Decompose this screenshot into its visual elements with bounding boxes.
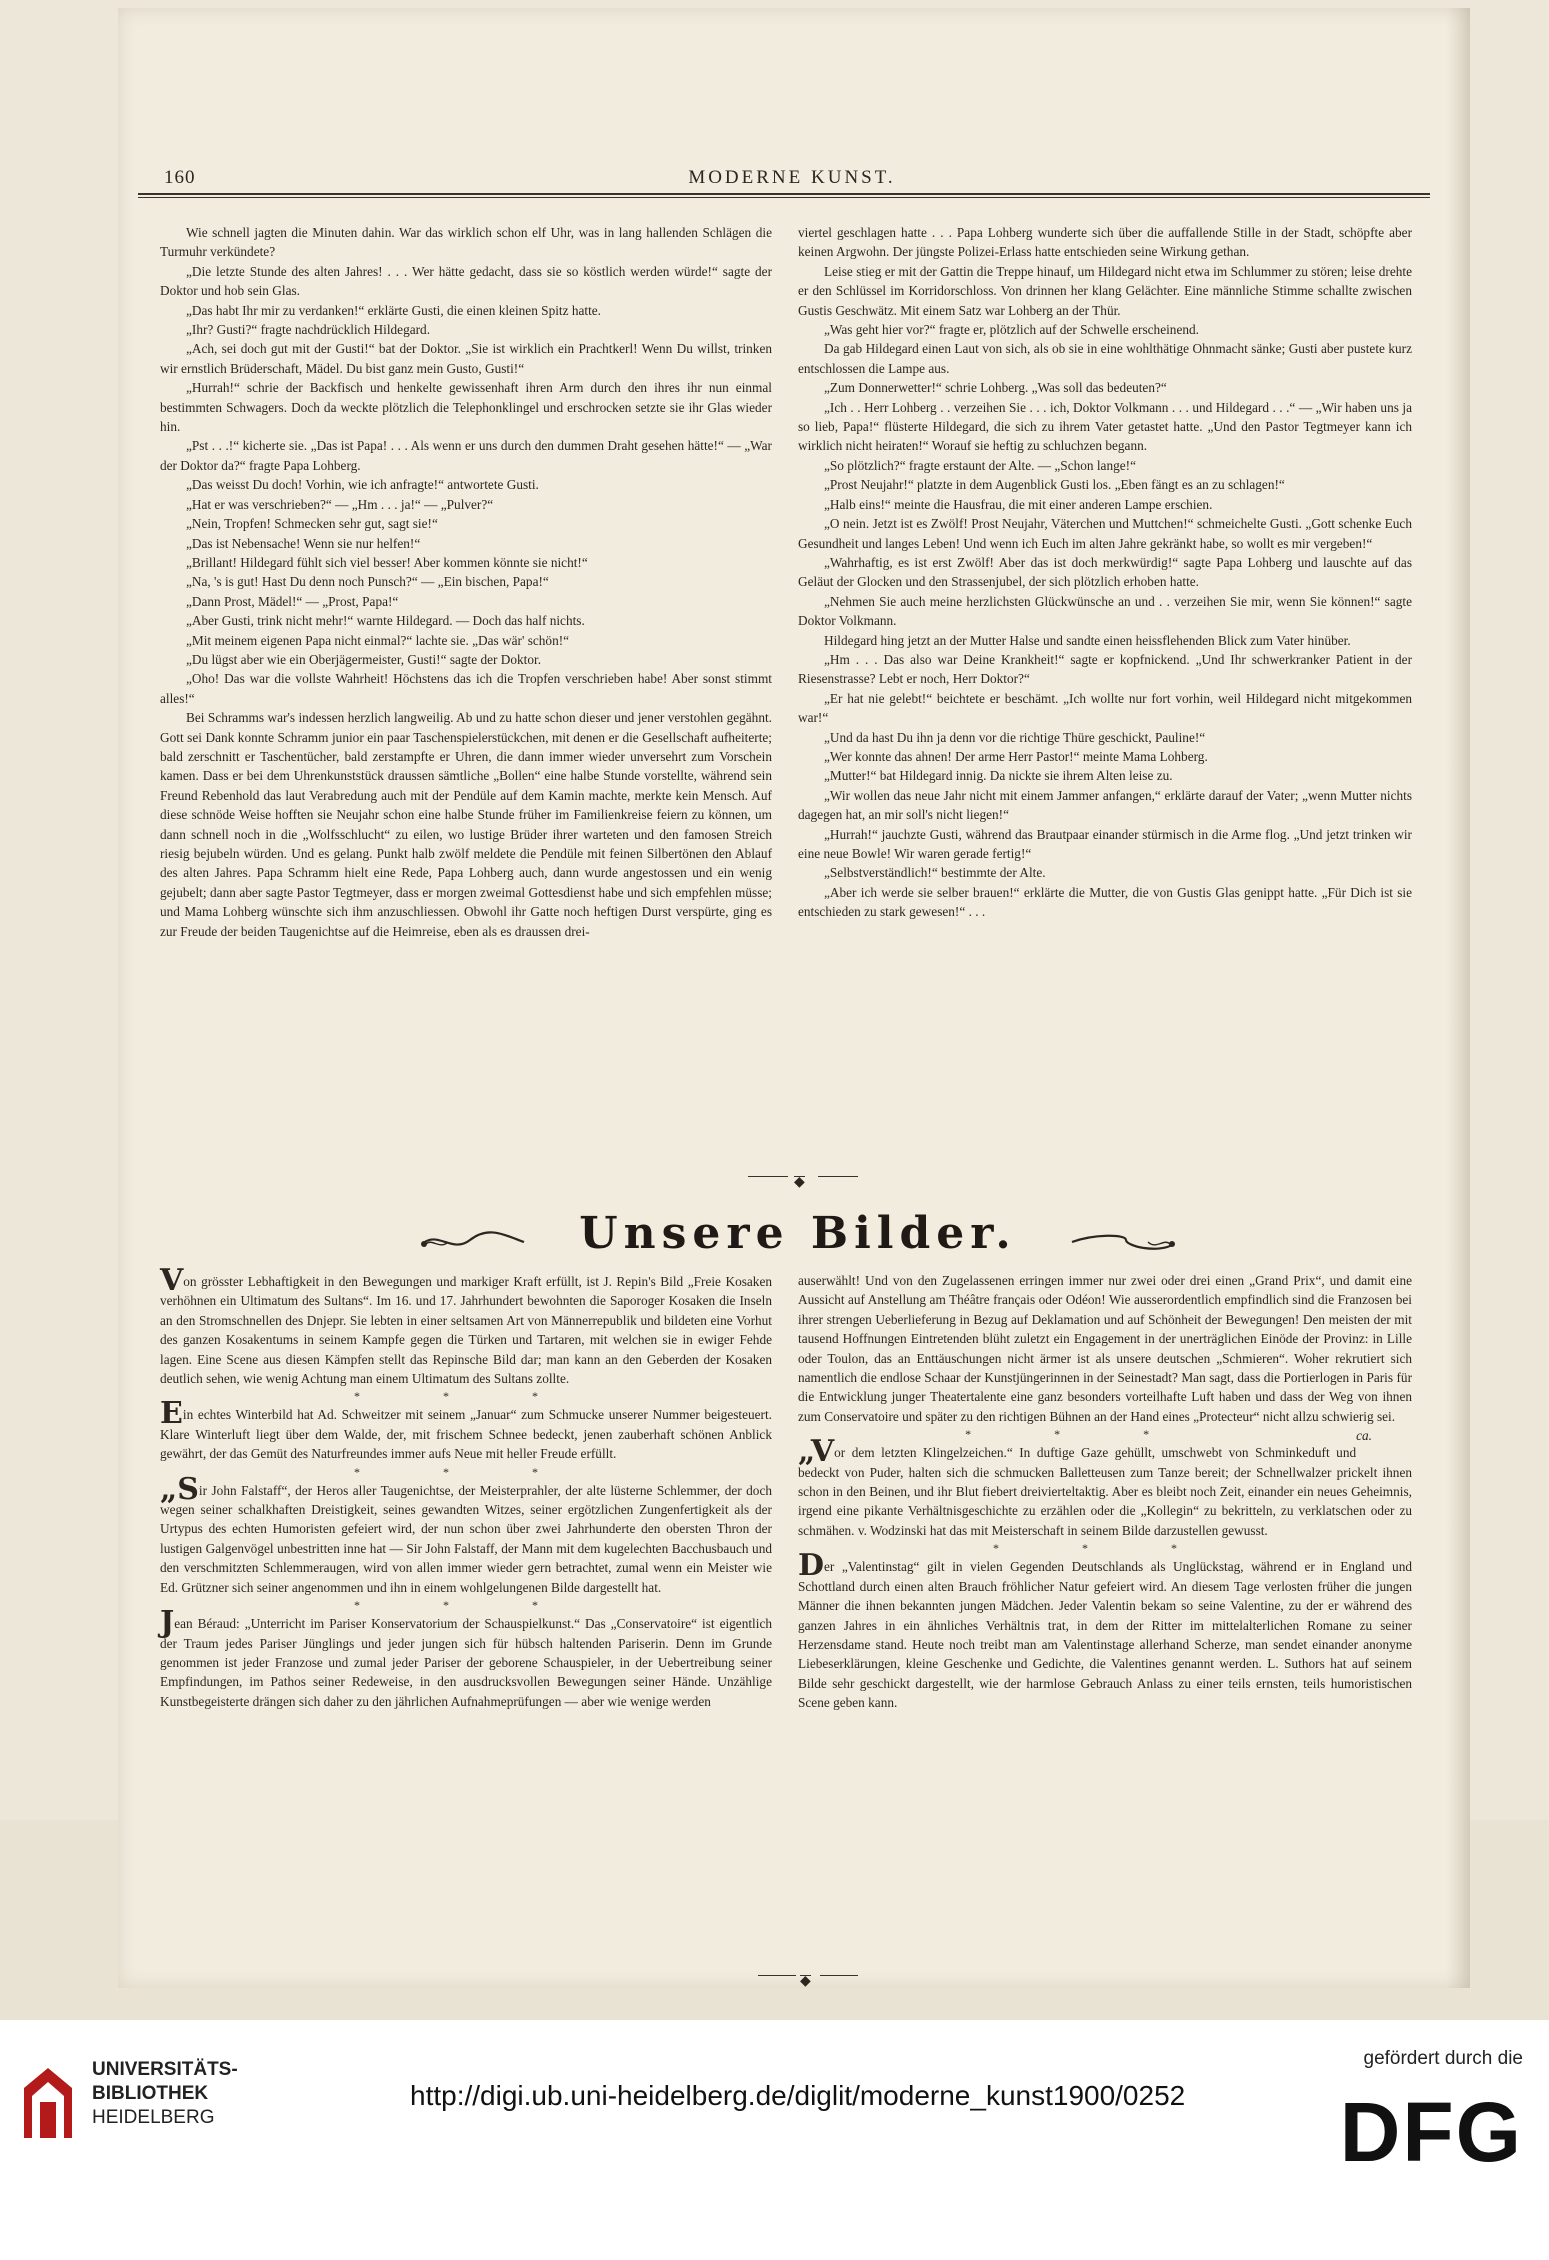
story-paragraph: „Aber Gusti, trink nicht mehr!“ warnte Hildegard. — Doch das half nichts. xyxy=(186,613,585,629)
picture-description-text: auserwählt! Und von den Zugelassenen erringen immer nur zwei oder drei einen „Grand Prix“, und damit eine Aussicht auf Anstellung am Théâtre français oder Odéon! Wie ausserordentlich empfindlich sind die Franzosen bei ihrer strengen Ueberlieferung in Bezug auf Deklamation und auf Schönheit der Bewegungen! Den meisten der mit tausend Hoffnungen Eintretenden blüht zuletzt ein Engagement in der unerträglichen Einöde der Provinz: in Lille oder Toulon, das an Enttäuschungen nicht ärmer ist als unsere deutschen „Schmieren“. Woher rekrutiert sich namentlich die endlose Schaar der Kunstjüngerinnen in der Seinestadt? Man sagt, dass die Portierlogen in Paris für die Entwicklung junger Theatertalente eine ganz besonders vorteilhafte Luft haben und dass der Weg von ihnen zum Conservatoire und später zu den richtigen Bühnen an der Hand eines „Protecteur“ nicht allzu schwierig sei. xyxy=(798,1273,1412,1424)
drop-cap: V xyxy=(160,1263,184,1298)
story-paragraph: „Das weisst Du doch! Vorhin, wie ich anfragte!“ antwortete Gusti. xyxy=(186,477,539,493)
picture-description xyxy=(160,1396,772,1463)
story-paragraph: Bei Schramms war's indessen herzlich langweilig. Ab und zu hatte schon dieser und jener verstohlen gegähnt. Gott sei Dank konnte Schramm junior ein paar Taschenspielerstückchen, mit denen er die Gesellschaft aufheiterte; bald zerschnitt er Taschentücher, bald zerstampfte er Uhren, die dann immer wieder unversehrt zum Vorschein kamen. Dass er bei dem Uhrenkunststück draussen sämtliche „Bollen“ eine halbe Stunde vorstellte, während sein Freund Rebenhold das laut Verabredung auch mit der Pendüle auf dem Kamin machte, merkte kein Mensch. Auf diese schnöde Weise hofften sie Neujahr schon eine halbe Stunde früher im Familienkreise feiern zu können, um dann schnell noch in die „Wolfsschlucht“ zu eilen, wo lustige Brüder ihrer warteten und den famosen Streich riesig bejubeln würden. Und es gelang. Punkt halb zwölf meldete die Pendüle mit feinen Silbertönen den Ablauf des alten Jahres. Papa Schramm hielt eine Rede, Papa Lohberg auch, dann wurde angestossen und ein wenig gejubelt; dann aber sagte Pastor Tegtmeyer, dass er morgen zweimal Gottesdienst habe und sich empfehlen müsse; und Mama Lohberg wünschte sich ihm anzuschliessen. Obwohl ihr Gatte noch heftigen Durst verspürte, ging es zur Freude der beiden Taugenichtse auf die Heimreise, eben als es draussen drei- xyxy=(160,710,772,939)
page-gutter-shadow xyxy=(1446,8,1470,1988)
story-paragraph: „Hat er was verschrieben?“ — „Hm . . . ja!“ — „Pulver?“ xyxy=(186,496,494,512)
story-paragraph: „Aber ich werde sie selber brauen!“ erklärte die Mutter, die von Gustis Glas genippt hatte. „Für Dich ist sie entschieden zu stark gewesen!“ . . . xyxy=(798,884,1412,920)
story-paragraph: „Hurrah!“ schrie der Backfisch und henkelte gewissenhaft ihren Arm durch den ihres ihr nun einmal bestimmten Schwagers. Doch da weckte plötzlich die Telephonklingel und erschrocken setzte sie ihr Glas wieder hin. xyxy=(160,380,772,435)
picture-description-text: or dem letzten Klingelzeichen.“ In duftige Gaze gehüllt, umschwebt von Schminkeduft und bedeckt von Puder, halten sich die schmucken Balletteusen zum Tanze bereit; der Schnellwalzer prickelt ihnen schon in den Beinen, und ihr Blut fiebert dreivierteltaktig. Aber es bleibt noch Zeit, einander ein neues Geheimnis, irgend eine pikante Verhältnisgeschichte zu erzählen oder die „Kollegin“ zu bekritteln, zu verklatschen oder zu schmähen. v. Wodzinski hat das mit Meisterschaft in seinem Bilde darzustellen gewusst. xyxy=(798,1445,1412,1538)
drop-cap: J xyxy=(160,1605,175,1641)
story-paragraph: „Ach, sei doch gut mit der Gusti!“ bat der Doktor. „Sie ist wirklich ein Prachtkerl! Wenn Du willst, trinken wir ernstlich Brüderschaft, Mädel. Du bist ganz mein Gusto, Gusti!“ xyxy=(160,341,772,376)
section-separator-stars: * * * xyxy=(965,1427,1190,1442)
magazine-page xyxy=(118,8,1470,1988)
story-paragraph: „Nehmen Sie auch meine herzlichsten Glückwünsche an und . . verzeihen Sie mir, wenn Sie können!“ sagte Doktor Volkmann. xyxy=(798,593,1412,629)
bilder-column-right xyxy=(798,1271,1412,1713)
story-paragraph: viertel geschlagen hatte . . . Papa Lohberg wunderte sich über die auffallende Stille in der Stadt, schöpfte aber keinen Argwohn. Der jüngste Polizei-Erlass hatte entschieden seine Wirkung gethan. xyxy=(798,225,1412,260)
library-name xyxy=(92,2058,238,2130)
story-paragraph: „Oho! Das war die vollste Wahrheit! Höchstens das ich die Tropfen verschrieben habe! Aber sonst stimmt alles!“ xyxy=(160,671,772,706)
page-number: 160 xyxy=(164,167,196,188)
story-column-left xyxy=(160,223,772,941)
picture-description-text: ean Béraud: „Unterricht im Pariser Konservatorium der Schauspielkunst.“ Das „Conservatoire“ ist eigentlich der Traum jedes Pariser Jünglings und jeder jungen sich für hübsch haltenden Pariserin. Denn im Grunde genommen ist jeder Franzose und zumal jeder Pariser der geborene Schauspieler, in der Uebertreibung seiner Empfindungen, im Pathos seiner Redeweise, in den ausdrucksvollen Bewegungen seiner Hände. Unzählige Kunstbegeisterte drängen sich daher zu den jährlichen Aufnahmeprüfungen — aber wie wenige werden xyxy=(160,1616,772,1709)
story-paragraph: „Selbstverständlich!“ bestimmte der Alte. xyxy=(824,865,1046,881)
story-paragraph: „Du lügst aber wie ein Oberjägermeister, Gusti!“ sagte der Doktor. xyxy=(186,651,542,667)
story-paragraph: „Ich . . Herr Lohberg . . verzeihen Sie . . . ich, Doktor Volkmann . . . und Hildegard . . .“ — „Wir haben uns ja so lieb, Papa!“ flüsterte Hildegard, die sich zu ihrem Vater getastet hatte. „Und den Pastor Tegtmeyer kann ich wirklich nicht heiraten!“ Worauf sie heftig zu schluchzen begann. xyxy=(798,399,1412,454)
story-paragraph: Leise stieg er mit der Gattin die Treppe hinauf, um Hildegard nicht etwa im Schlummer zu stören; leise drehte er den Schlüssel im Korridorschloss. Von drinnen her klang Gelächter. Eine männliche Stimme schallte zwischen Gustis Geschwätz. Mit einem Satz war Lohberg an der Thür. xyxy=(798,263,1412,318)
section-separator-stars: * * * xyxy=(993,1541,1217,1556)
story-paragraph: Da gab Hildegard einen Laut von sich, als ob sie in eine wohlthätige Ohnmacht sänke; Gusti aber pustete kurz entschlossen die Lampe aus. xyxy=(798,341,1412,376)
story-paragraph: „Das habt Ihr mir zu verdanken!“ erklärte Gusti, die einen kleinen Spitz hatte. xyxy=(186,302,602,318)
story-paragraph: „Und da hast Du ihn ja denn vor die richtige Thüre geschickt, Pauline!“ xyxy=(824,729,1206,745)
story-end-ornament: ◆ xyxy=(748,1169,858,1183)
drop-cap: D xyxy=(798,1548,825,1584)
story-paragraph: „Brillant! Hildegard fühlt sich viel besser! Aber kommen könnte sie nicht!“ xyxy=(186,554,588,570)
picture-description-text: on grösster Lebhaftigkeit in den Bewegungen und markiger Kraft erfüllt, ist J. Repin's Bild „Freie Kosaken verhöhnen ein Ultimatum des Sultans“. Im 16. und 17. Jahrhundert bewohnten die Saporoger Kosaken die Inseln an den Stromschnellen des Dnjepr. Sie lebten in einer seltsamen Art von Männerrepublik und bildeten eine Vorhut des ganzen Kosakentums in seinem Kampfe gegen die Türken und Tartaren, mit welchen sie in ewiger Fehde lagen. Eine Scene aus diesen Kämpfen stellt das Repinsche Bild dar; man kann an den Geberden der Kosaken deutlich sehen, wie wenig Achtung man einem Ultimatum des Sultans zollte. xyxy=(160,1274,772,1387)
story-paragraph: „Prost Neujahr!“ platzte in dem Augenblick Gusti los. „Eben fängt es an zu schlagen!“ xyxy=(824,477,1285,493)
story-paragraph: Hildegard hing jetzt an der Mutter Halse und sandte einen heissflehenden Blick zum Vater hinüber. xyxy=(824,632,1351,648)
flourish-left-icon xyxy=(418,1226,528,1256)
story-paragraph: „Die letzte Stunde des alten Jahres! . . . Wer hätte gedacht, dass sie so köstlich werden würde!“ sagte der Doktor und hob sein Glas. xyxy=(160,263,772,299)
library-name-line3: HEIDELBERG xyxy=(92,2107,215,2128)
drop-cap: „V xyxy=(798,1434,835,1470)
story-column-right xyxy=(798,223,1412,922)
story-paragraph: „Er hat nie gelebt!“ beichtete er beschämt. „Ich wollte nur fort vorhin, weil Hildegard nicht mitgekommen war!“ xyxy=(798,690,1412,726)
story-paragraph: „So plötzlich?“ fragte erstaunt der Alte. — „Schon lange!“ xyxy=(824,457,1136,473)
library-name-line2: BIBLIOTHEK xyxy=(92,2083,209,2104)
story-paragraph: „Zum Donnerwetter!“ schrie Lohberg. „Was soll das bedeuten?“ xyxy=(824,380,1167,396)
story-paragraph: „Dann Prost, Mädel!“ — „Prost, Papa!“ xyxy=(186,593,399,609)
story-paragraph: „Wahrhaftig, es ist erst Zwölf! Aber das ist doch merkwürdig!“ sagte Papa Lohberg und lauschte auf das Geläut der Glocken und den Strassenjubel, der sich plötzlich erhoben hatte. xyxy=(798,554,1412,590)
story-paragraph: „Mit meinem eigenen Papa nicht einmal?“ lachte sie. „Das wär' schön!“ xyxy=(186,632,570,648)
drop-cap: „S xyxy=(160,1471,199,1507)
picture-description xyxy=(160,1263,772,1388)
section-separator-stars: * * * xyxy=(354,1389,578,1404)
flourish-right-icon xyxy=(1068,1226,1178,1256)
library-name-line1: UNIVERSITÄTS- xyxy=(92,2059,238,2080)
picture-description xyxy=(798,1271,1412,1444)
story-paragraph: „Hm . . . Das also war Deine Krankheit!“ sagte er kopfnickend. „Und Ihr schwerkranker Patient in der Riesenstrasse? Lebt er noch, Herr Doktor?“ xyxy=(798,651,1412,687)
story-paragraph: „Pst . . .!“ kicherte sie. „Das ist Papa! . . . Als wenn er uns durch den dummen Draht gesehen hätte!“ — „War der Doktor da?“ fragte Papa Lohberg. xyxy=(160,438,772,473)
story-paragraph: „Wer konnte das ahnen! Der arme Herr Pastor!“ meinte Mama Lohberg. xyxy=(824,748,1208,764)
heading-title: Unsere Bilder. xyxy=(579,1208,1017,1259)
dfg-logo: DFG xyxy=(1339,2085,1523,2179)
section-separator-stars: * * * xyxy=(354,1598,578,1613)
drop-cap: E xyxy=(160,1396,183,1432)
author-signature: ca. xyxy=(1356,1428,1372,1444)
picture-description xyxy=(160,1605,772,1711)
picture-description-text: ir John Falstaff“, der Heros aller Taugenichtse, der Meisterprahler, der alte lüsterne Schlemmer, der doch wegen seiner schalkhaften Dreistigkeit, seines gewandten Witzes, seiner ergötzlichen Zungenfertigkeit als der Urtypus des echten Humoristen gefeiert wird, der nun schon über zwei Jahrhunderte den obersten Thron der lustigen Galgenvögel unbestritten inne hat — Sir John Falstaff, der Mann mit dem kugelechten Bacchusbauch und den verschmitzten Schlemmeraugen, wird von allen immer wieder gern betrachtet, zumal wenn ein Meister wie Ed. Grützner sich seiner angenommen und ihn in einem wohlgelungenen Bilde dargestellt hat. xyxy=(160,1482,772,1595)
bilder-column-left xyxy=(160,1263,772,1711)
story-paragraph: „Nein, Tropfen! Schmecken sehr gut, sagt sie!“ xyxy=(186,516,438,532)
journal-title: MODERNE KUNST. xyxy=(688,167,896,188)
story-paragraph: „Hurrah!“ jauchzte Gusti, während das Brautpaar einander stürmisch in die Arme flog. „Und jetzt trinken wir eine neue Bowle! Wir waren gerade fertig!“ xyxy=(798,826,1412,861)
story-paragraph: „Mutter!“ bat Hildegard innig. Da nickte sie ihrem Alten leise zu. xyxy=(824,768,1173,784)
story-paragraph: „Das ist Nebensache! Wenn sie nur helfen!“ xyxy=(186,535,421,551)
picture-description-text: er „Valentinstag“ gilt in vielen Gegenden Deutschlands als Unglückstag, während er in England und Schottland durch einen alten Brauch fröhlicher Natur gefeiert wird. An diesem Tage verlosten früher die jungen Männer die ihnen bekannten jungen Mädchen. Jeder Valentin bekam so seine Valentine, zu der er während des ganzen Jahres in ein ähnliches Verhältnis trat, in dem der Ritter im mittelalterlichen Romane zu seiner Herzensdame stand. Heute noch treibt man am Valentinstage allerhand Scherze, man sendet einander anonyme Liebeserklärungen, kleine Geschenke und Gedichte, die Valentines genannt werden. L. Suthors hat auf seinem Bilde sehr geschickt dargestellt, wie der harmlose Gebrauch Anlass zu einer teils ernsten, teils humoristischen Scene geben kann. xyxy=(798,1559,1412,1711)
section-separator-stars: * * * xyxy=(354,1464,578,1479)
picture-description xyxy=(160,1471,772,1597)
header-rule xyxy=(138,193,1430,198)
funding-caption: gefördert durch die xyxy=(1363,2048,1523,2069)
story-paragraph: „O nein. Jetzt ist es Zwölf! Prost Neujahr, Väterchen und Muttchen!“ schmeichelte Gusti. „Gott schenke Euch Gesundheit und langes Leben! Und wenn ich Euch im alten Jahre gekränkt habe, so wollt es mir vergeben!“ xyxy=(798,516,1412,551)
story-paragraph: „Na, 's is gut! Hast Du denn noch Punsch?“ — „Ein bischen, Papa!“ xyxy=(186,574,549,590)
story-paragraph: „Wir wollen das neue Jahr nicht mit einem Jammer anfangen,“ erklärte darauf der Vater; „wenn Mutter nichts dagegen hat, an mir soll's nicht liegen!“ xyxy=(798,787,1412,823)
permalink-url[interactable]: http://digi.ub.uni-heidelberg.de/diglit/moderne_kunst1900/0252 xyxy=(410,2080,1186,2111)
page-end-ornament: ◆ xyxy=(758,1968,858,1982)
section-heading xyxy=(418,1208,1178,1268)
running-head xyxy=(142,161,1442,191)
story-paragraph: „Halb eins!“ meinte die Hausfrau, die mit einer anderen Lampe erschien. xyxy=(824,496,1213,512)
story-paragraph: Wie schnell jagten die Minuten dahin. War das wirklich schon elf Uhr, was in lang hallenden Schlägen die Turmuhr verkündete? xyxy=(160,225,772,260)
picture-description xyxy=(798,1548,1412,1712)
story-paragraph: „Was geht hier vor?“ fragte er, plötzlich auf der Schwelle erscheinend. xyxy=(824,322,1199,338)
university-library-logo-icon xyxy=(18,2058,78,2148)
picture-description-text: in echtes Winterbild hat Ad. Schweitzer mit seinem „Januar“ zum Schmucke unserer Nummer beigesteuert. Klare Winterluft liegt über dem Walde, der, mit frischem Schnee bedeckt, jenen zauberhaft schönen Anblick gewährt, der das Gemüt des Naturfreundes immer aufs Neue mit heller Freude erfüllt. xyxy=(160,1407,772,1462)
story-paragraph: „Ihr? Gusti?“ fragte nachdrücklich Hildegard. xyxy=(186,322,431,338)
digitization-footer xyxy=(0,2020,1549,2260)
